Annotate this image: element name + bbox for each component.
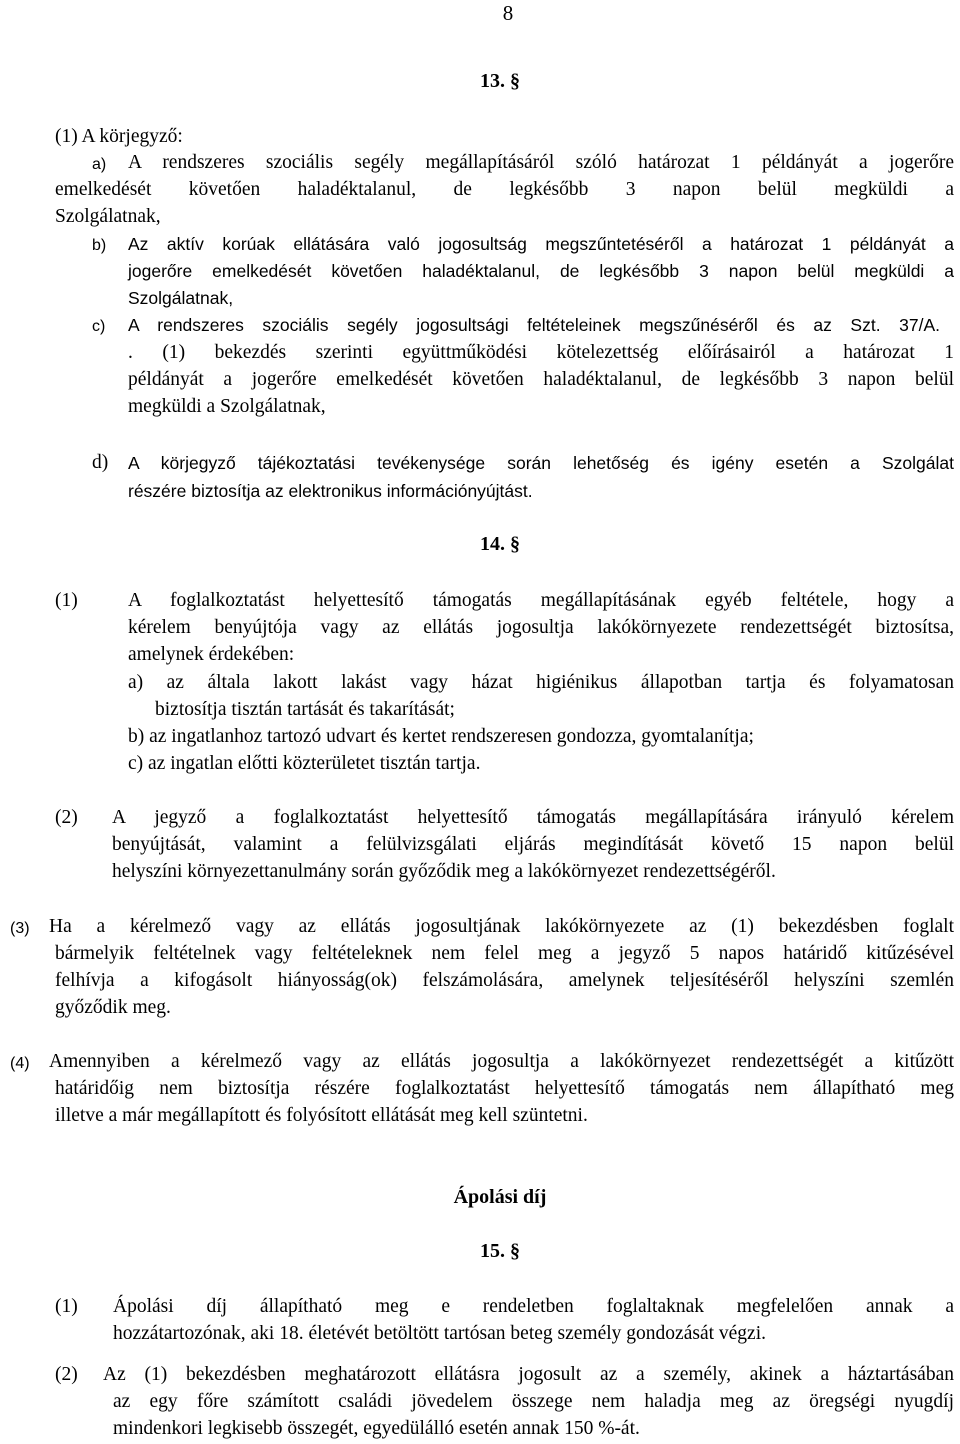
item-a-label: a) — [92, 156, 107, 173]
p14-4-line-2: határidőig nem biztosítja részére foglalkoztatást helyettesítő támogatás nem állapítható meg — [55, 1078, 954, 1099]
section-13-heading: 13. § — [480, 70, 520, 92]
item-c-line-3: példányát a jogerőre emelkedését követően haladéktalanul, de legkésőbb 3 napon belül — [128, 369, 954, 390]
p15-1-label: (1) — [55, 1296, 78, 1317]
section-13-intro: (1) A körjegyző: — [55, 126, 183, 147]
item-c-line-2: . (1) bekezdés szerinti együttműködési kötelezettség előírásairól a határozat 1 — [128, 342, 954, 363]
p14-1-label: (1) — [55, 590, 78, 611]
p14-1-sub-a-cont: biztosítja tisztán tartását és takarítását; — [155, 699, 455, 720]
p15-2-line-2: az egy főre számított családi jövedelem összege nem haladja meg az öregségi nyugdíj — [113, 1391, 954, 1412]
item-a-line-2: emelkedését követően haladéktalanul, de legkésőbb 3 napon belül megküldi a — [55, 179, 954, 200]
item-a-line-1: A rendszeres szociális segély megállapításáról szóló határozat 1 példányát a jogerőre — [128, 152, 954, 173]
p15-2-line-3: mindenkori legkisebb összegét, egyedülálló esetén annak 150 %-át. — [113, 1418, 640, 1439]
section-15-heading: 15. § — [480, 1240, 520, 1262]
p15-1-line-1: Ápolási díj állapítható meg e rendeletben foglaltaknak megfelelően annak a — [113, 1296, 954, 1317]
item-b-label: b) — [92, 237, 107, 254]
p14-3-line-1: Ha a kérelmező vagy az ellátás jogosultjának lakókörnyezete az (1) bekezdésben foglalt — [49, 916, 954, 937]
p14-2-label: (2) — [55, 807, 78, 828]
p14-3-line-2: bármelyik feltételnek vagy feltételeknek nem felel meg a jegyző 5 napos határidő kitűzésével — [55, 943, 954, 964]
item-b-line-1: Az aktív korúak ellátására való jogosultság megszűntetéséről a határozat 1 példányát a — [128, 234, 954, 254]
p14-1-sub-a: a) az általa lakott lakást vagy házat higiénikus állapotban tartja és folyamatosan — [128, 672, 954, 693]
p14-1-sub-b: b) az ingatlanhoz tartozó udvart és kertet rendszeresen gondozza, gyomtalanítja; — [128, 726, 754, 747]
p14-1-line-2: kérelem benyújtója vagy az ellátás jogosultja lakókörnyezete rendezettségét biztosítsa, — [128, 617, 954, 638]
p14-2-line-1: A jegyző a foglalkoztatást helyettesítő támogatás megállapítására irányuló kérelem — [112, 807, 954, 828]
section-14-heading: 14. § — [480, 533, 520, 555]
p14-2-line-2: benyújtását, valamint a felülvizsgálati eljárás megindítását követő 15 napon belül — [112, 834, 954, 855]
p15-2-line-1: Az (1) bekezdésben meghatározott ellátásra jogosult az a személy, akinek a háztartásában — [103, 1364, 954, 1385]
item-c-line-1: A rendszeres szociális segély jogosultsági feltételeinek megszűnéséről és az Szt. 37/A. — [128, 315, 940, 335]
item-c-label: c) — [92, 318, 106, 335]
p14-3-label: (3) — [10, 920, 30, 937]
item-d-line-1: A körjegyző tájékoztatási tevékenysége során lehetőség és igény esetén a Szolgálat — [128, 453, 954, 473]
p14-3-line-4: győződik meg. — [55, 997, 171, 1018]
p14-1-line-1: A foglalkoztatást helyettesítő támogatás megállapításának egyéb feltétele, hogy a — [128, 590, 954, 611]
p14-3-line-3: felhívja a kifogásolt hiányosság(ok) felszámolására, amelynek teljesítéséről helyszíni szemlén — [55, 970, 954, 991]
p14-4-line-3: illetve a már megállapított és folyósított ellátását meg kell szüntetni. — [55, 1105, 588, 1126]
p14-4-line-1: Amennyiben a kérelmező vagy az ellátás jogosultja a lakókörnyezet rendezettségét a kitűzött — [49, 1051, 954, 1072]
item-b-line-2: jogerőre emelkedését követően haladéktalanul, de legkésőbb 3 napon belül megküldi a — [128, 261, 954, 281]
p14-2-line-3: helyszíni környezettanulmány során győződik meg a lakókörnyezet rendezettségéről. — [112, 861, 776, 882]
item-d-label: d) — [92, 452, 109, 473]
section-15-title: Ápolási díj — [453, 1186, 547, 1208]
p15-2-label: (2) — [55, 1364, 78, 1385]
p15-1-line-2: hozzátartozónak, aki 18. életévét betöltött tartósan beteg személy gondozását végzi. — [113, 1323, 766, 1344]
p14-1-line-3: amelynek érdekében: — [128, 644, 295, 665]
item-c-line-4: megküldi a Szolgálatnak, — [128, 396, 326, 417]
p14-4-label: (4) — [10, 1055, 30, 1072]
p14-1-sub-c: c) az ingatlan előtti közterületet tisztán tartja. — [128, 753, 481, 774]
item-d-line-2: részére biztosítja az elektronikus információnyújtást. — [128, 481, 533, 501]
page-number: 8 — [502, 1, 514, 25]
item-b-line-3: Szolgálatnak, — [128, 288, 234, 308]
item-a-line-3: Szolgálatnak, — [55, 206, 161, 227]
